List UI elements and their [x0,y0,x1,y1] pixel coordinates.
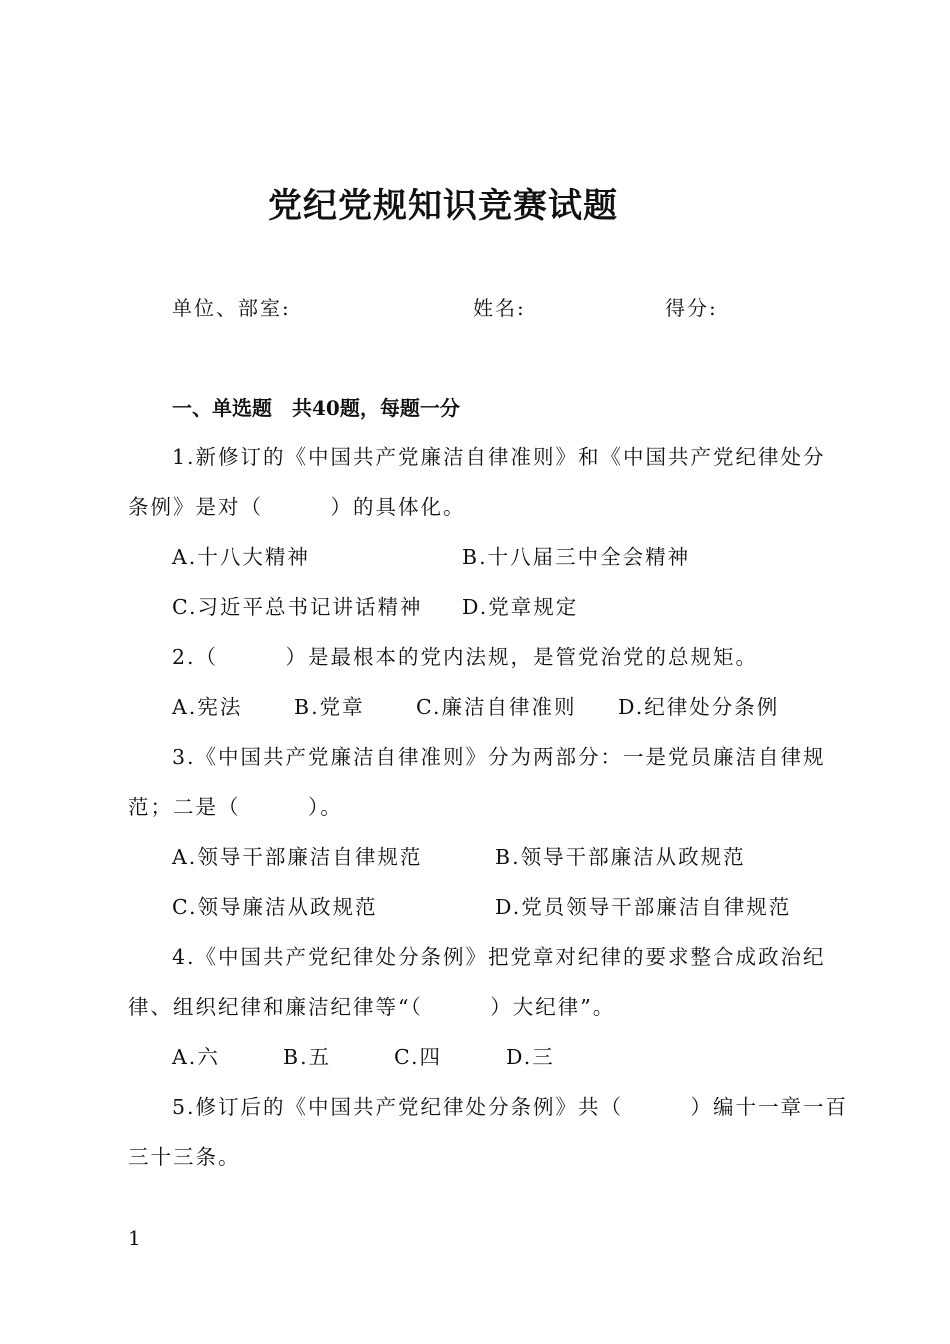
question-3-option-c: C.领导廉洁从政规范 [172,895,378,919]
question-2-option-d: D.纪律处分条例 [618,695,780,719]
name-label: 姓名: [473,296,526,320]
question-4-option-a: A.六 [172,1045,220,1069]
question-3-option-a: A.领导干部廉洁自律规范 [172,845,423,869]
question-1-option-c: C.习近平总书记讲话精神 [172,595,423,619]
section-heading: 一、单选题 共40题，每题一分 [172,396,460,420]
question-3-line-1: 3.《中国共产党廉洁自律准则》分为两部分：一是党员廉洁自律规 [172,745,826,769]
question-5-line-1: 5.修订后的《中国共产党纪律处分条例》共（ ）编十一章一百 [172,1095,849,1119]
question-2-option-a: A.宪法 [172,695,243,719]
question-1-line-2: 条例》是对（ ）的具体化。 [128,495,466,519]
question-4-line-2: 律、组织纪律和廉洁纪律等“（ ）大纪律”。 [128,995,616,1019]
question-5-line-2: 三十三条。 [128,1145,241,1169]
question-3-line-2: 范；二是（ ）。 [128,795,343,819]
question-4-option-b: B.五 [283,1045,332,1069]
question-1-option-a: A.十八大精神 [172,545,310,569]
question-4-option-d: D.三 [506,1045,555,1069]
question-4-line-1: 4.《中国共产党纪律处分条例》把党章对纪律的要求整合成政治纪 [172,945,826,969]
question-2-line-1: 2.（ ）是最根本的党内法规，是管党治党的总规矩。 [172,645,759,669]
question-4-option-c: C.四 [394,1045,442,1069]
page-title: 党纪党规知识竞赛试题 [268,186,618,226]
question-3-option-b: B.领导干部廉洁从政规范 [495,845,746,869]
score-label: 得分: [665,296,718,320]
question-2-option-b: B.党章 [294,695,365,719]
question-1-line-1: 1.新修订的《中国共产党廉洁自律准则》和《中国共产党纪律处分 [172,445,826,469]
question-1-option-d: D.党章规定 [462,595,579,619]
question-2-option-c: C.廉洁自律准则 [416,695,577,719]
page-number: 1 [128,1226,141,1250]
question-1-option-b: B.十八届三中全会精神 [462,545,691,569]
question-3-option-d: D.党员领导干部廉洁自律规范 [495,895,792,919]
unit-label: 单位、部室: [172,296,291,320]
